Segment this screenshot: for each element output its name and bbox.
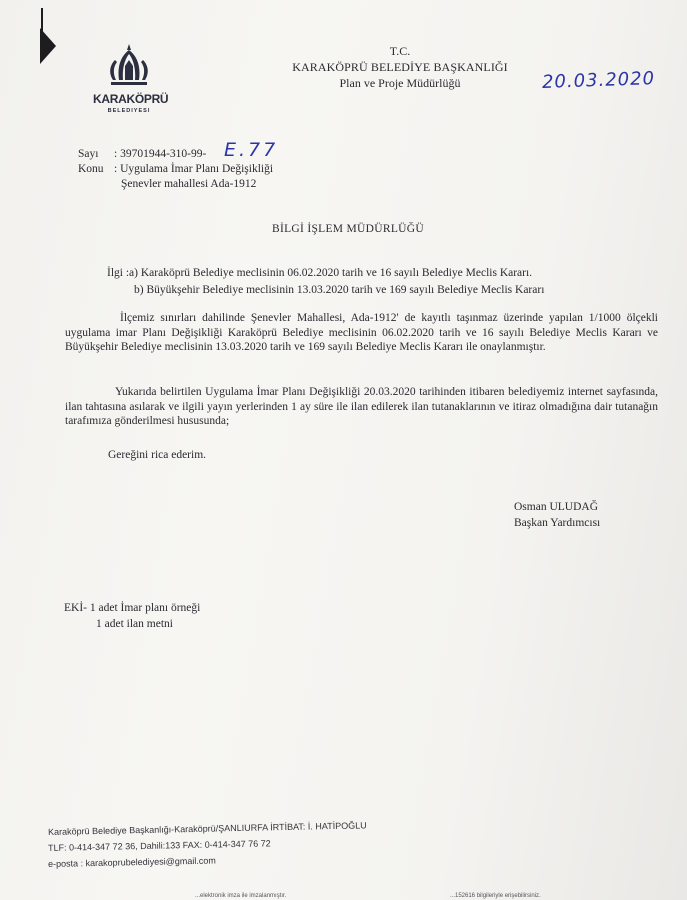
- ilgi-a: İlgi :a) Karaköprü Belediye meclisinin 06.02.2020 tarih ve 16 sayılı Belediye Meclis Kararı.: [107, 267, 533, 279]
- attachment-2: 1 adet ilan metni: [96, 618, 173, 630]
- logo-subtitle-text: BELEDIYESI: [107, 108, 151, 114]
- binder-clip-corner: [40, 28, 56, 64]
- footer-email: e-posta : karakoprubelediyesi@gmail.com: [48, 855, 216, 869]
- header-institution: KARAKÖPRÜ BELEDİYE BAŞKANLIĞI: [292, 60, 508, 74]
- handwritten-date: 20.03.2020: [541, 68, 656, 93]
- karakopru-logo: [93, 42, 169, 120]
- body-paragraph-1: İlçemiz sınırları dahilinde Şenevler Mahallesi, Ada-1912' de kayıtlı taşınmaz üzerinde yapılan 1/1000 ölçekli uygulama imar Planı Değişikliği Karaköprü Belediye meclisinin 06.02.2020 tarih ve 16 sayılı Belediye Meclis Kararı ve Büyükşehir Belediye meclisinin 13.03.2020 tarih ve 169 sayılı Belediye Meclis Kararı ile onaylanmıştır.: [65, 312, 658, 353]
- logo-brand-text: KARAKÖPRÜ: [93, 92, 169, 106]
- header-department: Plan ve Proje Müdürlüğü: [339, 76, 461, 90]
- body-paragraph-2: Yukarıda belirtilen Uygulama İmar Planı Değişikliği 20.03.2020 tarihinden itibaren belediyemiz internet sayfasında, ilan tahtasına asılarak ve ilgili yayın yerlerinden 1 ay süre ile ilan edilerek ilan tutanaklarının ve itiraz olmadığına dair tutanağın tarafımıza gönderilmesi hususunda;: [65, 386, 658, 427]
- ilgi-b: b) Büyükşehir Belediye meclisinin 13.03.2020 tarih ve 169 sayılı Belediye Meclis Kararı: [134, 284, 545, 296]
- signatory-title: Başkan Yardımcısı: [514, 517, 601, 529]
- footer-cut-text-right: ...152616 bilgileriyle erişebilirsiniz.: [450, 893, 541, 899]
- municipality-emblem-icon: [105, 42, 153, 92]
- footer-phone: TLF: 0-414-347 72 36, Dahili:133 FAX: 0-414-347 76 72: [48, 838, 271, 853]
- footer-address: Karaköprü Belediye Başkanlığı-Karaköprü/ŞANLIURFA İRTİBAT: İ. HATİPOĞLU: [48, 820, 367, 837]
- konu-line2: Şenevler mahallesi Ada-1912: [121, 178, 257, 190]
- signatory-name: Osman ULUDAĞ: [514, 501, 599, 513]
- konu-label: Konu: [78, 163, 104, 175]
- closing-line: Gereğini rica ederim.: [108, 449, 207, 461]
- addressee: BİLGİ İŞLEM MÜDÜRLÜĞÜ: [272, 223, 424, 235]
- sayi-label: Sayı: [78, 148, 99, 160]
- handwritten-document-number: E.77: [224, 139, 279, 161]
- sayi-value: : 39701944-310-99-: [114, 148, 207, 160]
- header-tc: T.C.: [389, 44, 411, 58]
- footer-cut-text-left: ...elektronik imza ile imzalanmıştır.: [195, 893, 287, 899]
- attachment-1: EKİ- 1 adet İmar planı örneği: [64, 602, 201, 614]
- konu-line1: : Uygulama İmar Planı Değişikliği: [114, 163, 274, 175]
